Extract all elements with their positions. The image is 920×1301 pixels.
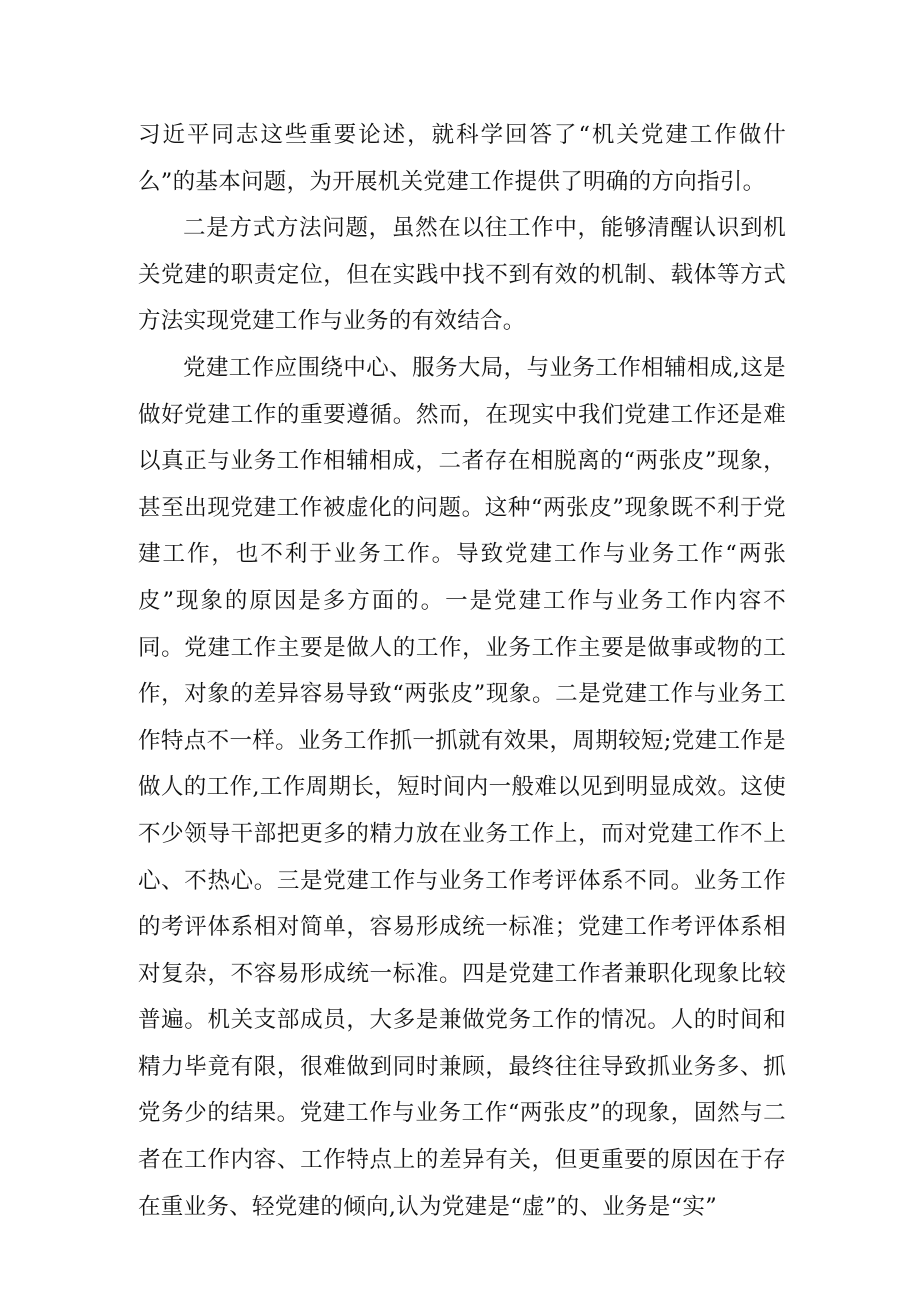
paragraph-3: 党建工作应围绕中心、服务大局，与业务工作相辅相成,这是做好党建工作的重要遵循。然而，在现实中我们党建工作还是难以真正与业务工作相辅相成，二者存在相脱离的“两张皮”现象，甚至出现党建工作被虚化的问题。这种“两张皮”现象既不利于党建工作，也不利于业务工作。导致党建工作与业务工作“两张皮”现象的原因是多方面的。一是党建工作与业务工作内容不同。党建工作主要是做人的工作，业务工作主要是做事或物的工作，对象的差异容易导致“两张皮”现象。二是党建工作与业务工作特点不一样。业务工作抓一抓就有效果，周期较短;党建工作是做人的工作,工作周期长，短时间内一般难以见到明显成效。这使不少领导干部把更多的精力放在业务工作上，而对党建工作不上心、不热心。三是党建工作与业务工作考评体系不同。业务工作的考评体系相对简单，容易形成统一标准；党建工作考评体系相对复杂，不容易形成统一标准。四是党建工作者兼职化现象比较普遍。机关支部成员，大多是兼做党务工作的情况。人的时间和精力毕竟有限，很难做到同时兼顾，最终往往导致抓业务多、抓党务少的结果。党建工作与业务工作“两张皮”的现象，固然与二者在工作内容、工作特点上的差异有关，但更重要的原因在于存在重业务、轻党建的倾向,认为党建是“虚”的、业务是“实”	[138, 354, 786, 1220]
paragraph-1: 习近平同志这些重要论述，就科学回答了“机关党建工作做什么”的基本问题，为开展机关党建工作提供了明确的方向指引。	[138, 122, 786, 195]
paragraph-2: 二是方式方法问题，虽然在以往工作中，能够清醒认识到机关党建的职责定位，但在实践中找不到有效的机制、载体等方式方法实现党建工作与业务的有效结合。	[138, 215, 786, 335]
document-page	[138, 112, 786, 1230]
